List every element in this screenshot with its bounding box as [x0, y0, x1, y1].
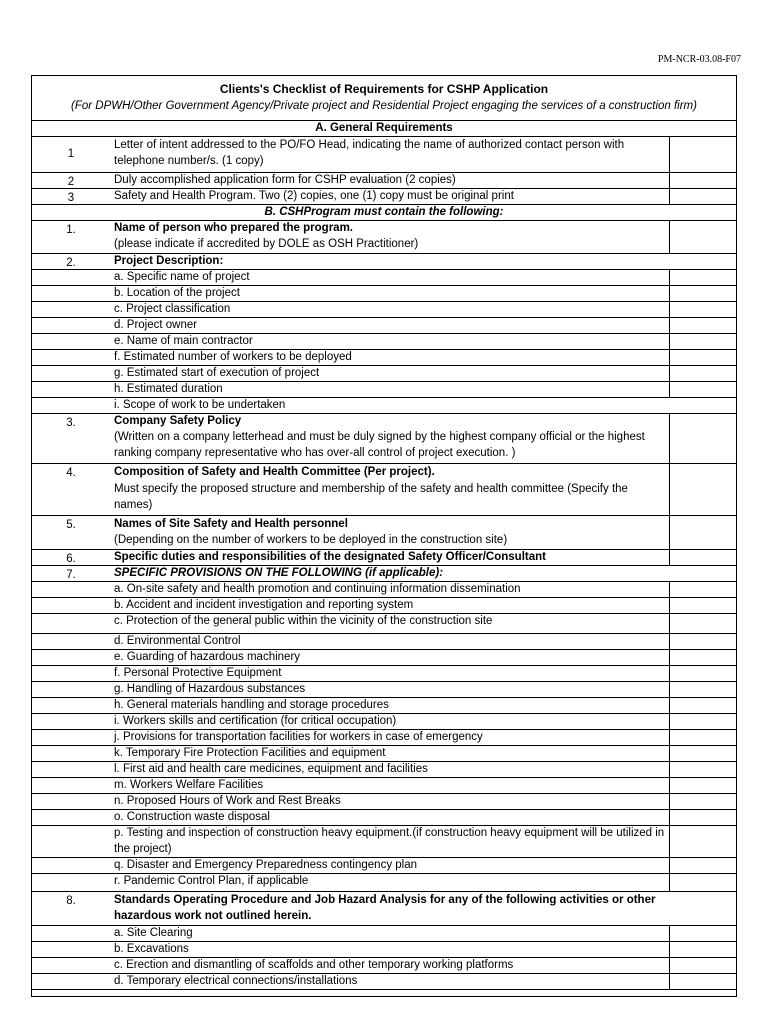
section-b-heading — [32, 204, 736, 220]
sub-item: g. Handling of Hazardous substances — [114, 683, 306, 695]
sub-item: b. Accident and incident investigation and reporting system — [114, 599, 414, 611]
title-block — [32, 76, 736, 121]
checkbox-cell[interactable] — [669, 957, 736, 973]
checklist-row — [32, 777, 736, 793]
document-code: PM-NCR-03.08-F07 — [657, 54, 741, 65]
checkbox-cell[interactable] — [669, 793, 736, 809]
item-number: 5. — [66, 519, 76, 531]
checkbox-cell[interactable] — [669, 172, 736, 188]
checkbox-cell[interactable] — [669, 713, 736, 729]
checklist-row — [32, 172, 736, 188]
sub-item: q. Disaster and Emergency Preparedness contingency plan — [114, 859, 418, 871]
item-text: Safety and Health Program. Two (2) copies, one (1) copy must be original print — [114, 190, 514, 202]
checkbox-cell[interactable] — [669, 809, 736, 825]
sub-item: c. Project classification — [114, 303, 231, 315]
checkbox-cell[interactable] — [669, 825, 736, 857]
checkbox-cell[interactable] — [669, 745, 736, 761]
checklist-row — [32, 188, 736, 204]
checklist-title: Clients's Checklist of Requirements for CSHP Application — [219, 82, 549, 96]
sub-item: d. Project owner — [114, 319, 198, 331]
checklist-row — [32, 349, 736, 365]
sub-item: h. General materials handling and storage procedures — [114, 699, 389, 711]
checkbox-cell[interactable] — [669, 665, 736, 681]
item-number: 1 — [67, 148, 75, 160]
checkbox-cell[interactable] — [669, 761, 736, 777]
checkbox-cell[interactable] — [669, 188, 736, 204]
checklist-row — [32, 793, 736, 809]
section-heading: B. CSHProgram must contain the following: — [264, 206, 504, 218]
item-text: (Depending on the number of workers to be deployed in the construction site) — [114, 534, 508, 546]
checkbox-cell[interactable] — [669, 365, 736, 381]
sub-item: p. Testing and inspection of construction heavy equipment.(if construction heavy equipment will be utilized in the project) — [114, 827, 665, 855]
checkbox-cell[interactable] — [669, 269, 736, 285]
checklist-row — [32, 565, 736, 581]
item-text: Specific duties and responsibilities of the designated Safety Officer/Consultant — [114, 551, 546, 563]
checkbox-cell[interactable] — [669, 857, 736, 873]
sub-item: e. Guarding of hazardous machinery — [114, 651, 301, 663]
sub-item: a. On-site safety and health promotion and continuing information dissemination — [114, 583, 521, 595]
checkbox-cell[interactable] — [669, 463, 736, 515]
sub-item: c. Protection of the general public within the vicinity of the construction site — [114, 615, 493, 627]
item-number: 1. — [66, 224, 76, 236]
item-number: 7. — [66, 569, 76, 581]
section-heading: A. General Requirements — [315, 122, 453, 134]
item-text: (please indicate if accredited by DOLE as OSH Practitioner) — [114, 238, 419, 250]
checklist-row — [32, 941, 736, 957]
checklist-row — [32, 761, 736, 777]
item-number: 8. — [66, 895, 76, 907]
checklist-row — [32, 745, 736, 761]
item-text: Name of person who prepared the program. — [114, 222, 353, 234]
item-number: 3. — [66, 417, 76, 429]
sub-item: a. Site Clearing — [114, 927, 193, 939]
checkbox-cell[interactable] — [669, 729, 736, 745]
item-text: (Written on a company letterhead and must be duly signed by the highest company official or the highest ranking company representative who has over-all control of project execution. ) — [114, 431, 645, 459]
item-text: Names of Site Safety and Health personnel — [114, 518, 348, 530]
section-a-heading — [32, 120, 736, 136]
checklist-row — [32, 515, 736, 549]
item-number: 4. — [66, 467, 76, 479]
checklist-row — [32, 285, 736, 301]
item-text: Duly accomplished application form for CSHP evaluation (2 copies) — [114, 174, 456, 186]
sub-item: k. Temporary Fire Protection Facilities and equipment — [114, 747, 386, 759]
item-number: 6. — [66, 553, 76, 565]
item-text: Letter of intent addressed to the PO/FO Head, indicating the name of authorized contact person with telephone number/s. (1 copy) — [114, 139, 625, 167]
sub-item: r. Pandemic Control Plan, if applicable — [114, 875, 309, 887]
item-text: Project Description: — [114, 255, 224, 267]
checkbox-cell[interactable] — [669, 301, 736, 317]
checkbox-cell[interactable] — [669, 973, 736, 989]
checkbox-cell[interactable] — [669, 925, 736, 941]
sub-item: c. Erection and dismantling of scaffolds and other temporary working platforms — [114, 959, 514, 971]
checklist-row — [32, 649, 736, 665]
checklist-row — [32, 713, 736, 729]
checklist-row — [32, 957, 736, 973]
item-text: Must specify the proposed structure and membership of the safety and health committee (Specify the names) — [114, 483, 628, 511]
checkbox-cell[interactable] — [669, 515, 736, 549]
checklist-row — [32, 665, 736, 681]
checkbox-cell[interactable] — [669, 220, 736, 253]
checklist-row — [32, 549, 736, 565]
checklist-row — [32, 697, 736, 713]
sub-item: b. Excavations — [114, 943, 189, 955]
checkbox-cell[interactable] — [669, 633, 736, 649]
checklist-row — [32, 365, 736, 381]
sub-item: l. First aid and health care medicines, equipment and facilities — [114, 763, 428, 775]
sub-item: i. Workers skills and certification (for critical occupation) — [114, 715, 397, 727]
checklist-row — [32, 973, 736, 989]
row-divider — [32, 989, 736, 990]
checkbox-cell[interactable] — [669, 349, 736, 365]
checklist-row — [32, 220, 736, 253]
checklist-row — [32, 301, 736, 317]
checklist-row — [32, 633, 736, 649]
checklist-row — [32, 681, 736, 697]
item-text: Composition of Safety and Health Committee (Per project). — [114, 466, 435, 478]
checklist-row — [32, 463, 736, 515]
item-number: 2 — [67, 176, 75, 188]
sub-item: f. Estimated number of workers to be deployed — [114, 351, 352, 363]
sub-item: d. Temporary electrical connections/installations — [114, 975, 358, 987]
sub-item: i. Scope of work to be undertaken — [114, 399, 286, 411]
checklist-row — [32, 857, 736, 873]
item-text: Company Safety Policy — [114, 415, 242, 427]
checklist-row — [32, 317, 736, 333]
checklist-row — [32, 397, 736, 413]
sub-item: g. Estimated start of execution of project — [114, 367, 320, 379]
checklist-row — [32, 253, 736, 269]
checkbox-cell[interactable] — [669, 941, 736, 957]
sub-item: a. Specific name of project — [114, 271, 250, 283]
checkbox-cell[interactable] — [669, 697, 736, 713]
checklist-row — [32, 381, 736, 397]
sub-item: e. Name of main contractor — [114, 335, 253, 347]
item-text: SPECIFIC PROVISIONS ON THE FOLLOWING (if applicable): — [114, 567, 444, 579]
item-number: 3 — [67, 192, 75, 204]
checkbox-cell[interactable] — [669, 681, 736, 697]
checkbox-cell[interactable] — [669, 613, 736, 633]
checkbox-cell[interactable] — [669, 381, 736, 397]
checklist-sheet — [31, 75, 737, 997]
sub-item: j. Provisions for transportation facilities for workers in case of emergency — [114, 731, 483, 743]
item-number: 2. — [66, 257, 76, 269]
checklist-row — [32, 809, 736, 825]
checklist-row — [32, 597, 736, 613]
checkbox-cell[interactable] — [669, 136, 736, 172]
checkbox-cell[interactable] — [669, 549, 736, 565]
checkbox-cell[interactable] — [669, 873, 736, 891]
checkbox-cell[interactable] — [669, 581, 736, 597]
checklist-row — [32, 925, 736, 941]
checklist-row — [32, 613, 736, 633]
checklist-row — [32, 729, 736, 745]
item-text: Standards Operating Procedure and Job Hazard Analysis for any of the following activities or other hazardous work not outlined herein. — [114, 894, 656, 922]
sub-item: h. Estimated duration — [114, 383, 223, 395]
sub-item: d. Environmental Control — [114, 635, 241, 647]
sub-item: m. Workers Welfare Facilities — [114, 779, 264, 791]
checklist-row — [32, 413, 736, 463]
sub-item: b. Location of the project — [114, 287, 240, 299]
checklist-row — [32, 825, 736, 857]
checkbox-cell[interactable] — [669, 597, 736, 613]
sub-item: n. Proposed Hours of Work and Rest Breaks — [114, 795, 341, 807]
checkbox-cell[interactable] — [669, 413, 736, 463]
checklist-row — [32, 269, 736, 285]
checkbox-cell[interactable] — [669, 333, 736, 349]
checklist-row — [32, 581, 736, 597]
checkbox-cell[interactable] — [669, 285, 736, 301]
checkbox-cell[interactable] — [669, 317, 736, 333]
checkbox-cell[interactable] — [669, 777, 736, 793]
sub-item: o. Construction waste disposal — [114, 811, 270, 823]
checklist-subtitle: (For DPWH/Other Government Agency/Private project and Residential Project engaging the services of a construction firm) — [71, 100, 697, 112]
checklist-row — [32, 891, 736, 925]
sub-item: f. Personal Protective Equipment — [114, 667, 282, 679]
checkbox-cell[interactable] — [669, 649, 736, 665]
checklist-row — [32, 333, 736, 349]
checklist-row — [32, 873, 736, 891]
checklist-row — [32, 136, 736, 172]
